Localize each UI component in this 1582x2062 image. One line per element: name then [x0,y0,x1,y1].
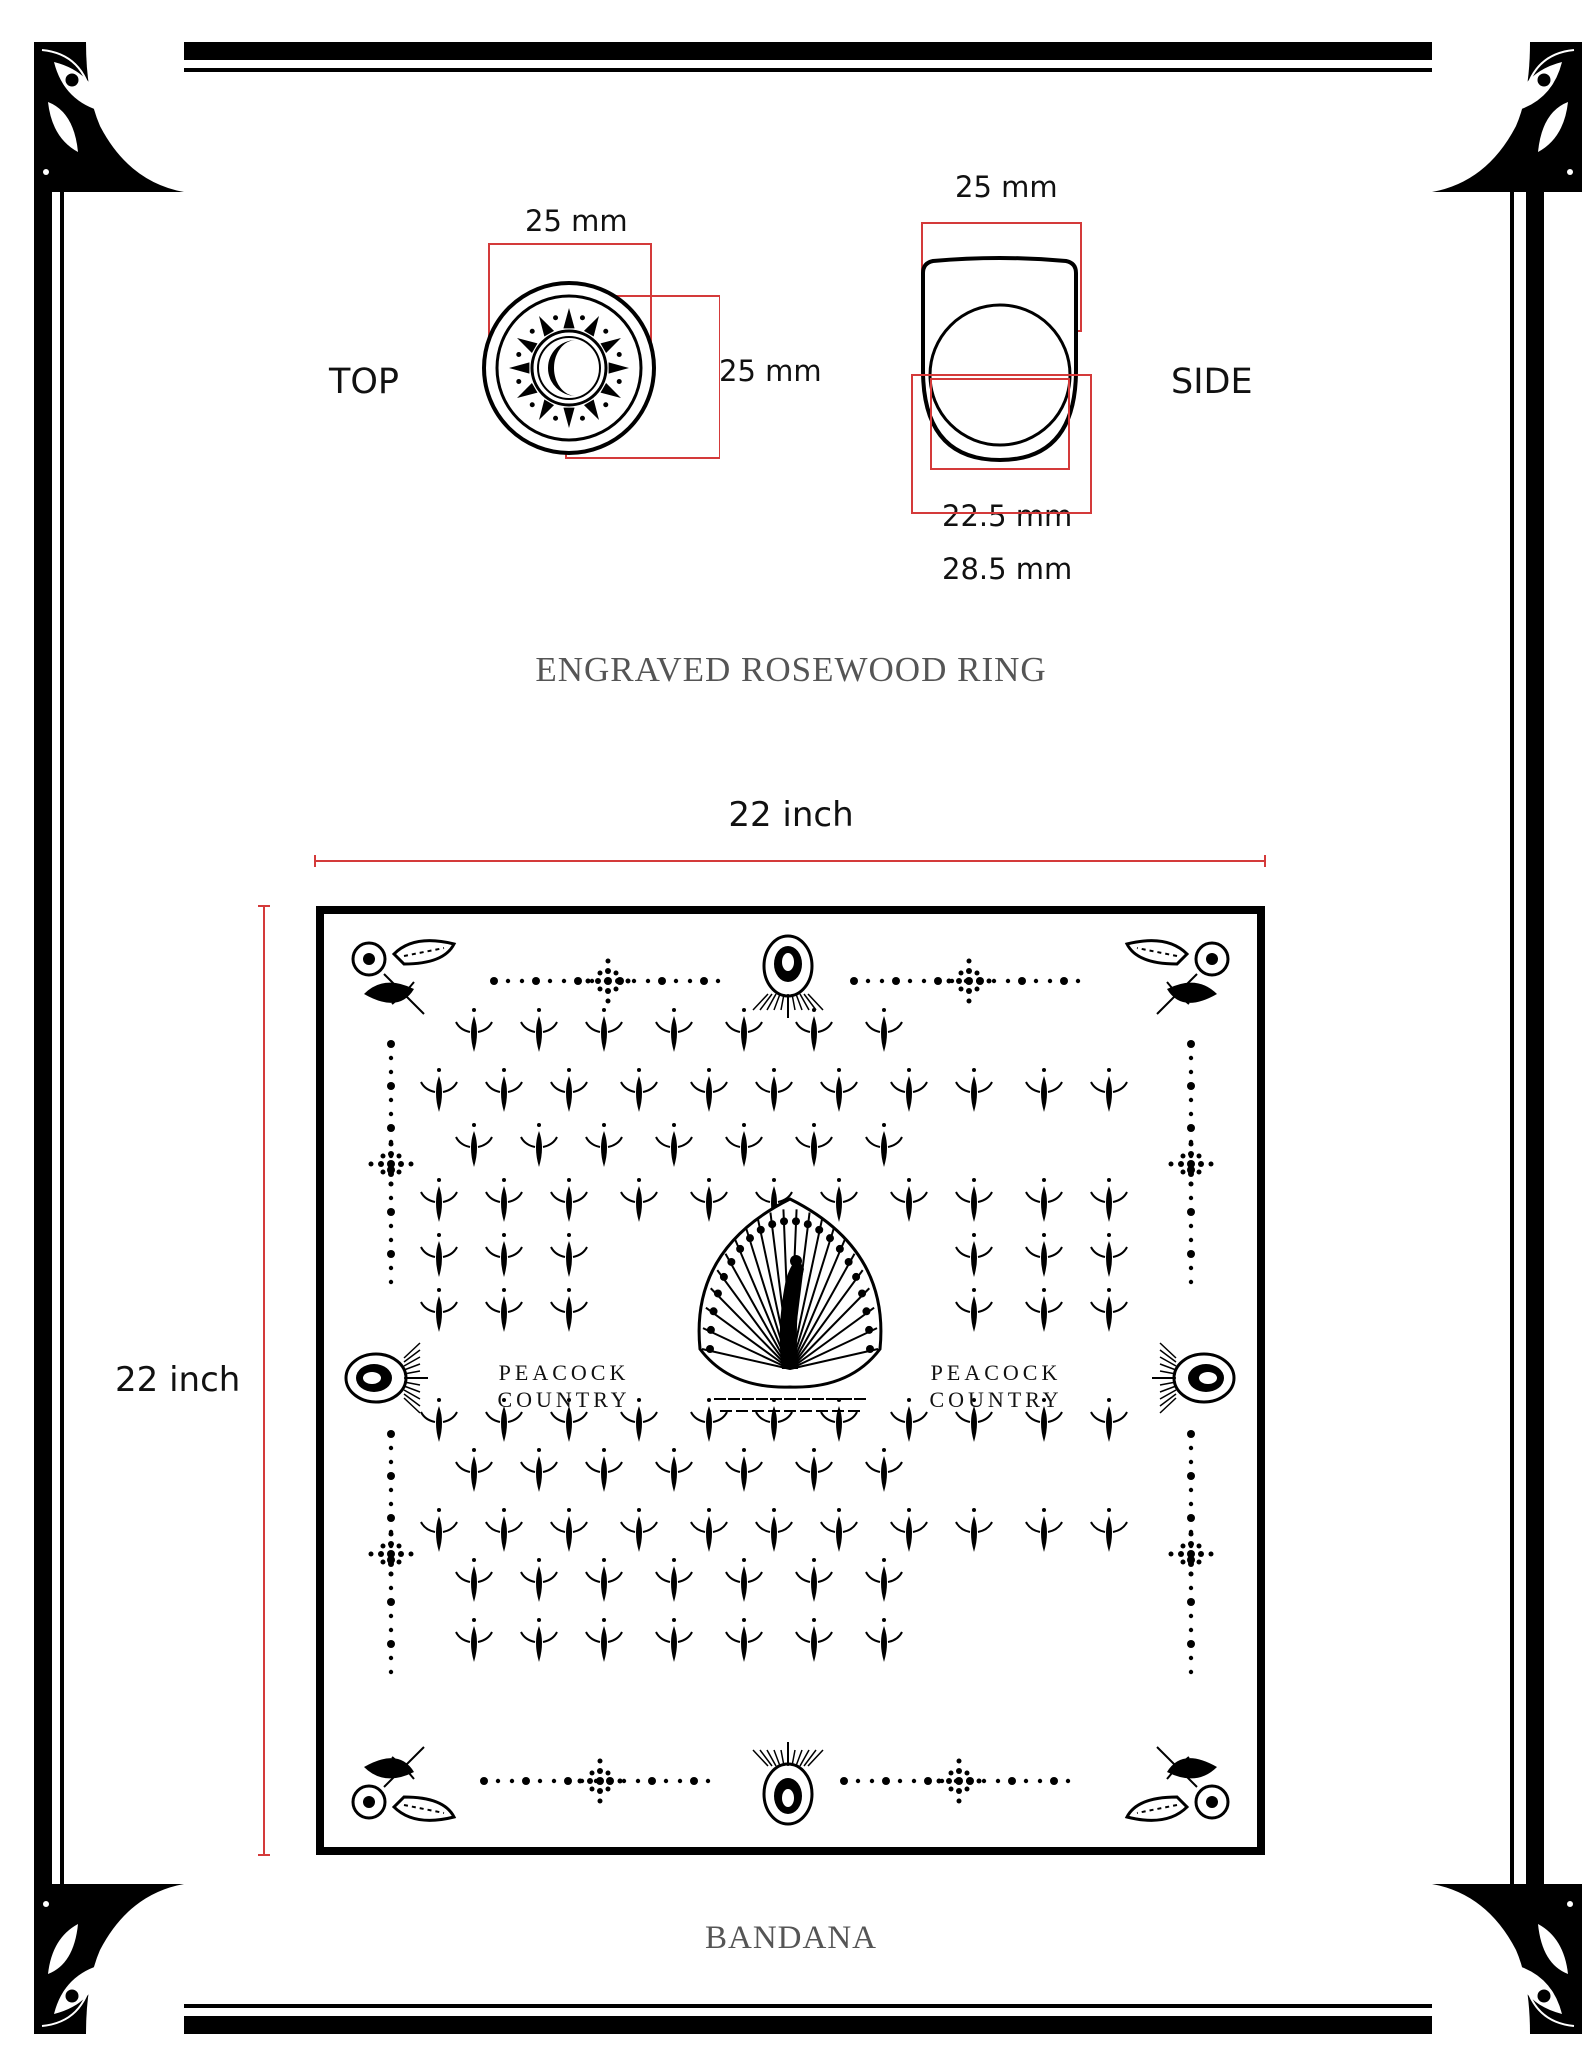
flower-sprig-icon [486,1178,522,1222]
flower-sprig-icon [551,1233,587,1277]
flower-sprig-icon [521,1558,557,1602]
flower-sprig-icon [353,941,454,1014]
dot-rosette-icon [369,1142,414,1187]
flower-sprig-icon [551,1178,587,1222]
flower-sprig-icon [796,1618,832,1662]
bandana-right-text-line2: COUNTRY [929,1387,1063,1412]
flower-sprig-icon [1026,1288,1062,1332]
flower-sprig-icon [456,1618,492,1662]
flower-sprig-icon [486,1233,522,1277]
flower-sprig-icon [586,1618,622,1662]
flower-sprig-icon [353,1747,454,1820]
ring-side-width-label: 25 mm [955,170,1058,204]
flower-sprig-icon [1026,1233,1062,1277]
flower-sprig-icon [1091,1233,1127,1277]
flower-sprig-icon [821,1068,857,1112]
flower-sprig-icon [521,1008,557,1052]
flower-sprig-icon [866,1008,902,1052]
dot-rosette-icon [369,1532,414,1577]
flower-sprig-icon [956,1068,992,1112]
flower-sprig-icon [866,1618,902,1662]
flower-sprig-icon [726,1448,762,1492]
bandana-right-text [926,1359,1066,1413]
flower-sprig-icon [586,1558,622,1602]
peacock-feather-icon [346,1343,428,1413]
flower-sprig-icon [891,1398,927,1442]
bandana-left-text-line1: PEACOCK [498,1360,630,1385]
ring-side-label: SIDE [1171,362,1253,402]
flower-sprig-icon [551,1508,587,1552]
flower-sprig-icon [866,1448,902,1492]
bandana-pattern [324,914,1257,1847]
flower-sprig-icon [1127,1747,1228,1820]
flower-sprig-icon [486,1068,522,1112]
peacock-feather-icon [1152,1343,1234,1413]
flower-sprig-icon [656,1558,692,1602]
bandana-left-text [494,1359,634,1413]
flower-sprig-icon [756,1068,792,1112]
flower-sprig-icon [486,1288,522,1332]
flower-sprig-icon [551,1288,587,1332]
flower-sprig-icon [956,1178,992,1222]
bandana-left-text-line2: COUNTRY [497,1387,631,1412]
flower-sprig-icon [956,1508,992,1552]
flower-sprig-icon [956,1233,992,1277]
flower-sprig-icon [796,1123,832,1167]
ring-top-width-label: 25 mm [525,204,628,238]
flower-sprig-icon [1091,1178,1127,1222]
flower-sprig-icon [726,1618,762,1662]
flower-sprig-icon [656,1618,692,1662]
flower-sprig-icon [891,1068,927,1112]
flower-sprig-icon [1026,1068,1062,1112]
dot-rosette-icon [1169,1532,1214,1577]
bandana-title: BANDANA [705,1920,877,1956]
flower-sprig-icon [551,1068,587,1112]
flower-sprig-icon [621,1068,657,1112]
flower-sprig-icon [586,1008,622,1052]
flower-sprig-icon [421,1233,457,1277]
flower-sprig-icon [421,1068,457,1112]
ring-top-label: TOP [329,362,400,402]
dot-rosette-icon [1169,1142,1214,1187]
flower-sprig-icon [456,1448,492,1492]
ring-side-inner-label: 22.5 mm [942,499,1073,533]
flower-sprig-icon [521,1618,557,1662]
flower-sprig-icon [796,1008,832,1052]
flower-sprig-icon [1026,1178,1062,1222]
flower-sprig-icon [421,1288,457,1332]
peacock-feather-icon [753,1742,823,1824]
flower-sprig-icon [421,1508,457,1552]
flower-sprig-icon [486,1508,522,1552]
ring-top-height-label: 25 mm [719,354,822,388]
flower-sprig-icon [891,1508,927,1552]
flower-sprig-icon [586,1448,622,1492]
flower-sprig-icon [1127,941,1228,1014]
flower-sprig-icon [821,1178,857,1222]
flower-sprig-icon [866,1123,902,1167]
bandana [316,906,1265,1855]
flower-sprig-icon [521,1448,557,1492]
flower-sprig-icon [1091,1068,1127,1112]
flower-sprig-icon [866,1558,902,1602]
flower-sprig-icon [691,1068,727,1112]
bandana-height-label: 22 inch [115,1360,241,1400]
flower-sprig-icon [726,1123,762,1167]
flower-sprig-icon [456,1558,492,1602]
flower-sprig-icon [656,1008,692,1052]
flower-sprig-icon [726,1558,762,1602]
flower-sprig-icon [756,1508,792,1552]
flower-sprig-icon [821,1398,857,1442]
flower-sprig-icon [621,1508,657,1552]
flower-sprig-icon [421,1178,457,1222]
flower-sprig-icon [1091,1508,1127,1552]
flower-sprig-icon [421,1398,457,1442]
flower-sprig-icon [621,1178,657,1222]
flower-sprig-icon [891,1178,927,1222]
ring-title: ENGRAVED ROSEWOOD RING [535,650,1047,689]
flower-sprig-icon [691,1398,727,1442]
flower-sprig-icon [691,1508,727,1552]
bandana-right-text-line1: PEACOCK [930,1360,1062,1385]
flower-sprig-icon [1091,1288,1127,1332]
flower-sprig-icon [456,1123,492,1167]
flower-sprig-icon [726,1008,762,1052]
flower-sprig-icon [956,1288,992,1332]
flower-sprig-icon [456,1008,492,1052]
flower-sprig-icon [586,1123,622,1167]
flower-sprig-icon [691,1178,727,1222]
flower-sprig-icon [796,1558,832,1602]
flower-sprig-icon [1091,1398,1127,1442]
flower-sprig-icon [796,1448,832,1492]
peacock-tree-icon [699,1199,881,1411]
bandana-width-label: 22 inch [728,795,854,835]
flower-sprig-icon [656,1123,692,1167]
flower-sprig-icon [821,1508,857,1552]
peacock-feather-icon [753,936,823,1018]
flower-sprig-icon [521,1123,557,1167]
ring-side-outer-label: 28.5 mm [942,552,1073,586]
flower-sprig-icon [756,1398,792,1442]
flower-sprig-icon [656,1448,692,1492]
flower-sprig-icon [1026,1508,1062,1552]
dot-rosette-icon [578,1759,623,1804]
